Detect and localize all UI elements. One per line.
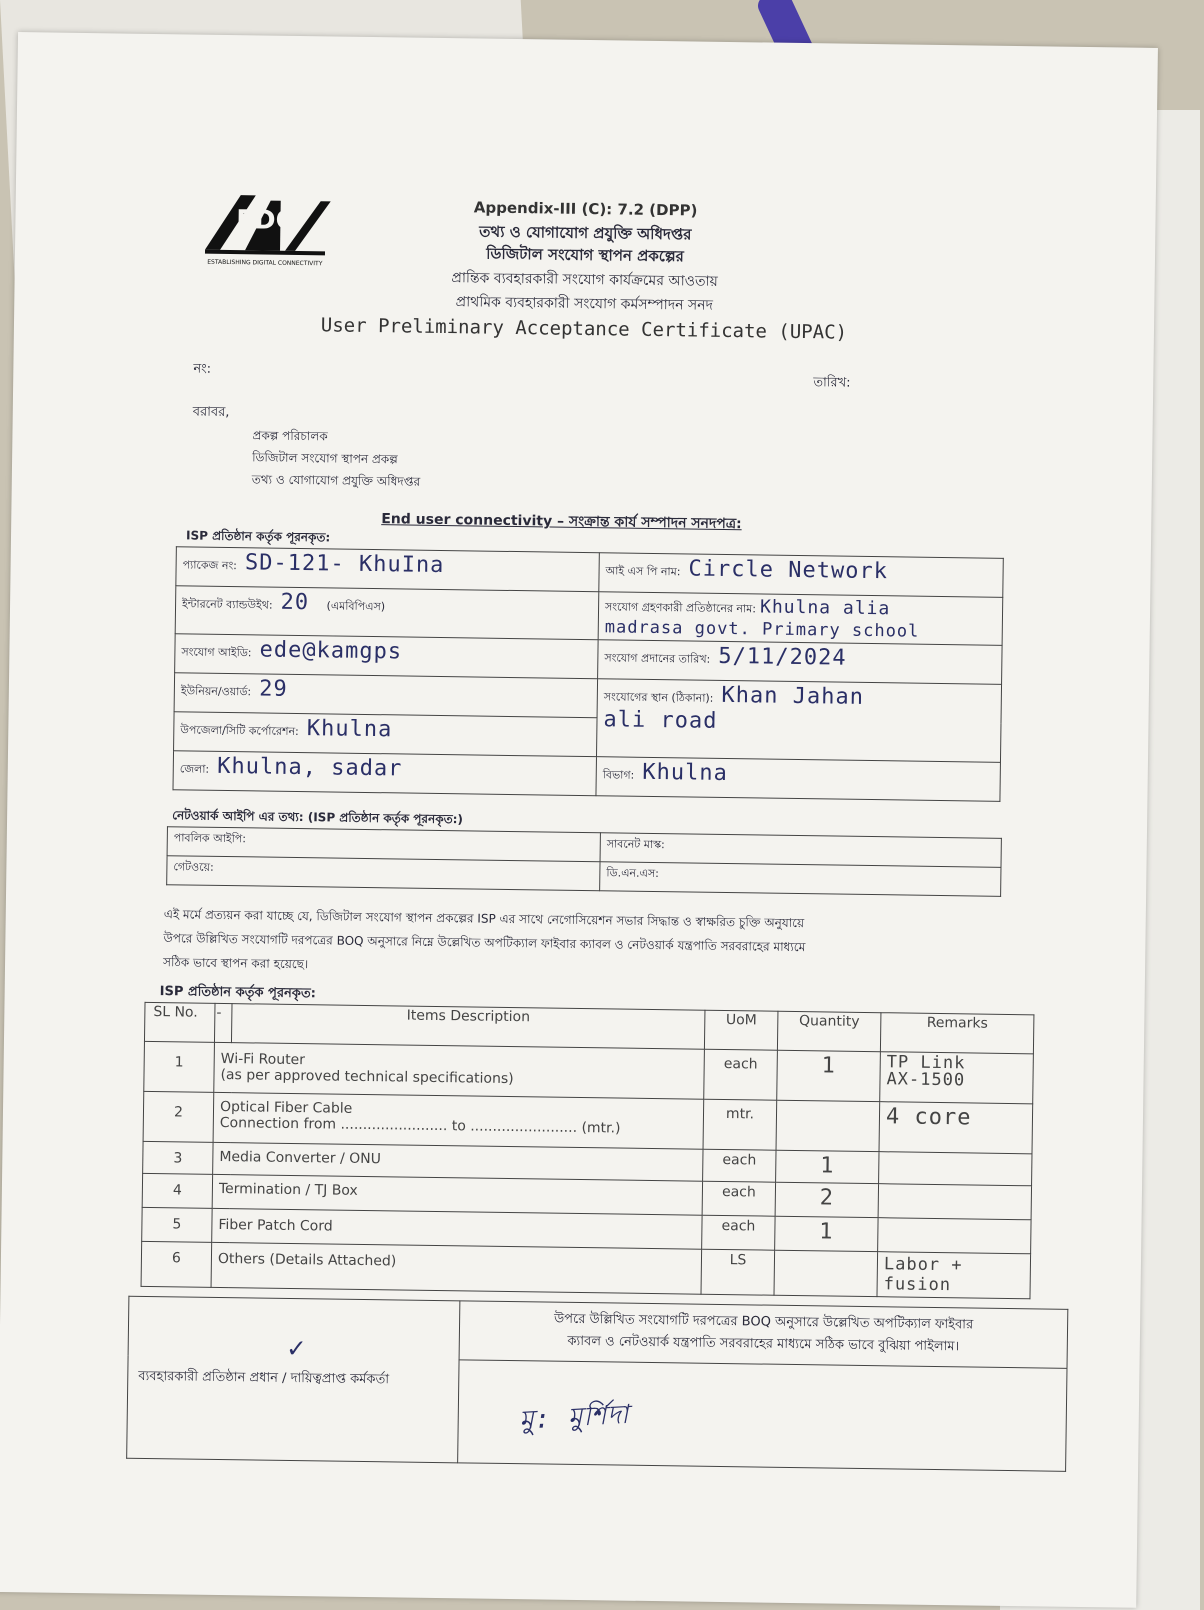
row-uom: each (703, 1149, 776, 1182)
signoff-statement (459, 1301, 1068, 1368)
district-label: জেলা: (179, 762, 210, 776)
conn-date-cell (598, 640, 1003, 685)
row-desc-main: Optical Fiber Cable (219, 1098, 353, 1117)
ref-no-label: নং: (193, 361, 212, 377)
row-uom: each (702, 1181, 775, 1216)
signoff-statement-2: ক্যাবল ও নেটওয়ার্ক যন্ত্রপাতি সরবরাহের মাধ্যমে সঠিক ভাবে বুঝিয়া পাইলাম। (567, 1333, 960, 1355)
certificate-title-en: User Preliminary Acceptance Certificate (UPAC) (320, 314, 848, 344)
bandwidth-value: 20 (280, 589, 310, 616)
package-label: প্যাকেজ নং: (182, 558, 238, 573)
isp-name-label: আই এস পি নাম: (605, 564, 681, 579)
row-sl: 2 (143, 1091, 214, 1142)
union-value: 29 (259, 676, 288, 702)
row-sl: 5 (142, 1207, 212, 1242)
gateway-label: গেটওয়ে: (167, 856, 600, 891)
project-name: ডিজিটাল সংযোগ স্থাপন প্রকল্পের (486, 244, 684, 266)
row-desc-sub: (as per approved technical specifications) (220, 1066, 514, 1088)
row-sl: 3 (143, 1141, 213, 1174)
row-desc-sub: Connection from ........................ to ........................ (mtr.) (219, 1114, 621, 1137)
division-cell (596, 757, 1001, 802)
row-remarks-main: TP Link (886, 1052, 966, 1074)
row-uom: each (702, 1215, 775, 1250)
package-value: SD-121- KhuIna (244, 550, 445, 579)
row-remarks (878, 1184, 1031, 1220)
certificate-sheet (0, 32, 1158, 1608)
row-remarks-sub: AX-1500 (886, 1069, 966, 1091)
isp-name-cell (599, 553, 1004, 598)
row-remarks: Labor + fusion (877, 1252, 1031, 1299)
row-remarks (879, 1152, 1032, 1186)
row-qty (774, 1250, 878, 1296)
section-title: End user connectivity – সংক্রান্ত কার্য সম্পাদন সনদপত্র: (381, 511, 742, 533)
upazila-label: উপজেলা/সিটি কর্পোরেশন: (180, 723, 299, 739)
certificate-title-bn: প্রাথমিক ব্যবহারকারী সংযোগ কর্মসম্পাদন সনদ (455, 294, 714, 314)
public-ip-label: পাবলিক আইপি: (167, 827, 600, 862)
declaration-line-1: এই মর্মে প্রত্যয়ন করা যাচ্ছে যে, ডিজিটাল সংযোগ স্থাপন প্রকল্পের ISP এর সাথে নেগোসিয়েশন সভার সিদ্ধান্ত ও স্বাক্ষরিত চুক্তি অনুযায়ে (163, 907, 805, 931)
district-cell (173, 751, 597, 796)
conn-date-label: সংযোগ প্রদানের তারিখ: (604, 651, 711, 666)
addressee-line-3: তথ্য ও যোগাযোগ প্রযুক্তি অধিদপ্তর (251, 472, 421, 489)
row-desc: Media Converter / ONU (213, 1142, 703, 1181)
date-label: তারিখ: (813, 375, 851, 391)
row-sl: 4 (142, 1173, 212, 1208)
union-cell (174, 673, 598, 718)
recipient-label: সংযোগ গ্রহণকারী প্রতিষ্ঠানের নাম: (604, 600, 757, 616)
conn-id-cell (175, 634, 599, 679)
row-qty: 1 (777, 1050, 881, 1101)
logo-subtitle: ESTABLISHING DIGITAL CONNECTIVITY (207, 258, 323, 268)
location-cell (596, 679, 1001, 763)
col-desc: Items Description (231, 1004, 704, 1050)
union-label: ইউনিয়ন/ওয়ার্ড: (180, 684, 252, 699)
row-desc: Termination / TJ Box (212, 1174, 702, 1215)
isp-name-value: Circle Network (688, 556, 889, 585)
signoff-statement-1: উপরে উল্লিখিত সংযোগটি দরপত্রের BOQ অনুসারে উল্লেখিত অপটিক্যাল ফাইবার (553, 1311, 974, 1333)
subnet-label: সাবনেট মাস্ক: (600, 833, 1001, 868)
row-qty: 1 (775, 1216, 878, 1251)
signature: মু: মুর্শিদা (518, 1399, 631, 1436)
row-desc-main: Wi-Fi Router (220, 1050, 306, 1069)
row-remarks (878, 1218, 1031, 1254)
row-desc (214, 1042, 705, 1099)
row-desc (213, 1092, 704, 1149)
location-value-1: Khan Jahan (721, 682, 865, 710)
upazila-cell (174, 712, 598, 757)
items-filled-label: ISP প্রতিষ্ঠান কর্তৃক পূরনকৃত: (159, 984, 316, 1002)
row-remarks (880, 1052, 1034, 1104)
row-uom: mtr. (703, 1099, 777, 1150)
addressee-line-2: ডিজিটাল সংযোগ স্থাপন প্রকল্প (252, 450, 398, 467)
bandwidth-unit: (এমবিপিএস) (326, 599, 386, 614)
division-label: বিভাগ: (602, 768, 635, 782)
dept-name: তথ্য ও যোগাযোগ প্রযুক্তি অধিদপ্তর (479, 222, 692, 244)
division-value: Khulna (642, 759, 729, 787)
bandwidth-cell (175, 586, 599, 640)
row-sl: 6 (141, 1241, 212, 1287)
program-name: প্রান্তিক ব্যবহারকারী সংযোগ কার্যক্রমের আওতায় (451, 270, 718, 290)
items-table (141, 1002, 1035, 1299)
row-desc: Fiber Patch Cord (212, 1208, 702, 1249)
signature-cell (458, 1360, 1067, 1471)
row-uom: LS (701, 1249, 775, 1295)
conn-id-label: সংযোগ আইডি: (181, 645, 252, 660)
row-qty: 2 (775, 1182, 878, 1217)
logo-text: EDC (236, 205, 295, 236)
conn-date-value: 5/11/2024 (718, 643, 847, 671)
col-uom: UoM (704, 1010, 778, 1050)
col-qty: Quantity (777, 1011, 881, 1051)
col-sl: SL No. (144, 1002, 215, 1042)
row-uom: each (704, 1049, 778, 1100)
row-remarks: 4 core (879, 1102, 1033, 1154)
declaration-line-2: উপরে উল্লিখিত সংযোগটি দরপত্রের BOQ অনুসারে নিম্নে উল্লেখিত অপটিক্যাল ফাইবার ক্যাবল ও নেটওয়ার্ক যন্ত্রপাতি সরবরাহের মাধ্যমে (163, 931, 806, 955)
addressee-line-1: প্রকল্প পরিচালক (252, 428, 328, 444)
signoff-table (126, 1296, 1068, 1472)
isp-info-table (172, 546, 1003, 802)
recipient-value-2: madrasa govt. Primary school (604, 617, 920, 642)
isp-filled-label: ISP প্রতিষ্ঠান কর্তৃক পূরনকৃত: (185, 528, 331, 545)
declaration-line-3: সঠিক ভাবে স্থাপন করা হয়েছে। (162, 955, 309, 972)
row-sl: 1 (144, 1041, 215, 1092)
col-dash: - (214, 1003, 232, 1042)
declaration (163, 902, 806, 983)
row-qty (776, 1100, 880, 1151)
appendix-ref: Appendix-III (C): 7.2 (DPP) (473, 198, 698, 220)
row-qty: 1 (776, 1150, 879, 1183)
location-label: সংযোগের স্থান (ঠিকানা): (603, 690, 714, 705)
upazila-value: Khulna (306, 716, 393, 743)
col-remarks: Remarks (880, 1013, 1034, 1054)
signoff-role: ব্যবহারকারী প্রতিষ্ঠান প্রধান / দায়িত্বপ্রাপ্ত কর্মকর্তা (127, 1296, 460, 1463)
package-cell (176, 547, 600, 592)
recipient-value-1: Khulna alia (759, 596, 891, 620)
network-table (166, 826, 1002, 897)
location-value-2: ali road (603, 707, 718, 734)
addressee-to: বরাবর, (192, 404, 230, 421)
dns-label: ডি.এন.এস: (600, 862, 1001, 897)
recipient-cell (598, 592, 1003, 646)
network-title: নেটওয়ার্ক আইপি এর তথ্য: (ISP প্রতিষ্ঠান কর্তৃক পূরনকৃত:) (172, 808, 464, 827)
bandwidth-label: ইন্টারনেট ব্যান্ডউইথ: (181, 597, 273, 612)
row-desc: Others (Details Attached) (211, 1242, 702, 1294)
district-value: Khulna, sadar (217, 753, 403, 782)
checkmark-icon: ✓ (287, 1330, 306, 1365)
conn-id-value: ede@kamgps (259, 637, 403, 665)
